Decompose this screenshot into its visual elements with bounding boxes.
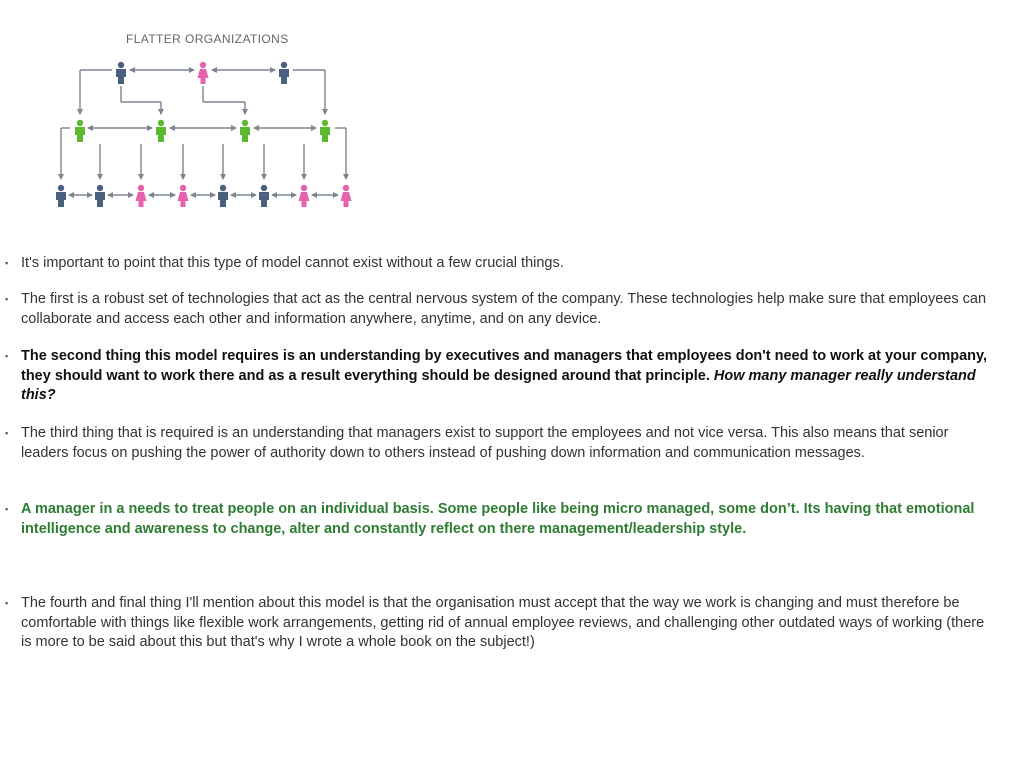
bullet-marker: ▪	[5, 504, 9, 514]
bullet-text: The fourth and final thing I'll mention about this model is that the organisation must accept that the way we work is changing and must therefore be comfortable with things like flexible work arrangements, getting rid of annual employee reviews, and challenging other outdated ways of working (there is more to be said about this but that's why I wrote a whole book on the subject!)	[21, 595, 985, 651]
bullet-text: The third thing that is required is an understanding that managers exist to support the employees and not vice versa. This also means that senior leaders focus on pushing the power of authority down to others instead of pushing down information and communication messages.	[21, 425, 949, 461]
bullet-marker: ▪	[5, 351, 9, 361]
bullet-text: The second thing this model requires is an understanding by executives and managers that employees don't need to work at your company, they should want to work there and as a result everything should be designed around that principle.	[21, 348, 988, 384]
bullet-item-5	[5, 500, 996, 539]
bullet-marker: ▪	[5, 258, 9, 268]
bullet-marker: ▪	[5, 598, 9, 608]
bullet-text: The first is a robust set of technologies that act as the central nervous system of the company. These technologies help make sure that employees can collaborate and access each other and information anywhere, anytime, and on any device.	[21, 291, 987, 327]
bullet-item-6	[5, 594, 996, 653]
bullet-item-1	[5, 254, 996, 274]
bullet-item-3	[5, 347, 996, 406]
bullet-item-4	[5, 424, 996, 463]
bullet-item-2	[5, 290, 996, 329]
bullet-text: It's important to point that this type of model cannot exist without a few crucial things.	[21, 255, 564, 271]
bullet-marker: ▪	[5, 294, 9, 304]
bullet-marker: ▪	[5, 428, 9, 438]
diagram-title: FLATTER ORGANIZATIONS	[126, 32, 289, 46]
bullet-text: A manager in a needs to treat people on an individual basis. Some people like being micro managed, some don’t. Its having that emotional intelligence and awareness to change, alter and constantly reflect on there management/leadership style.	[21, 501, 975, 537]
bullet-emphasis: How many manager really understand this?	[21, 367, 976, 404]
